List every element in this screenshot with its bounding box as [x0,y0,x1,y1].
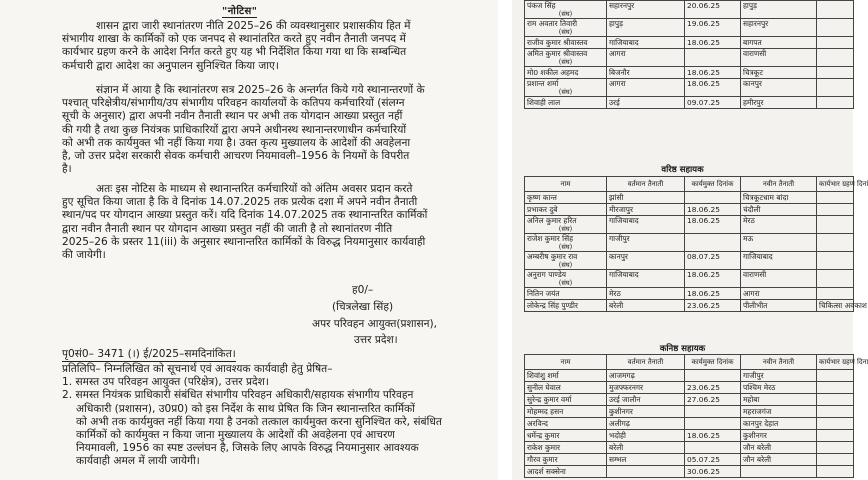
cell-relieving-date [685,234,741,252]
cell-name [525,19,607,37]
cell-joining-date [817,97,854,109]
cell-current-posting: आजमगढ़ [607,370,685,382]
table-row [525,454,854,466]
cell-relieving-date: 18.06.25 [685,430,741,442]
cell-name [525,406,607,418]
cell-joining-date [817,79,854,97]
table-header-row [525,355,854,370]
text-line: है, जो उत्तर प्रदेश सरकारी सेवक कर्मचारी आचरण नियमावली–1956 के नियमों के विपरीत [62,150,410,163]
cell-relieving-date: 18.06.25 [685,37,741,49]
table-row [525,19,854,37]
column-header: नवीन तैनाती [741,355,817,370]
notice-paragraph-3 [62,183,428,262]
cell-relieving-date: 23.06.25 [685,382,741,394]
cell-joining-date [817,19,854,37]
copy-item-line: कार्यवाही अमल में लायी जायेगी। [76,455,200,468]
cell-name [525,382,607,394]
cell-relieving-date [685,370,741,382]
table-row [525,270,854,288]
cell-relieving-date: 08.07.25 [685,252,741,270]
cell-new-posting: चित्रकूटधाम बांदा [741,192,817,204]
table-row [525,406,854,418]
column-header: कार्यमुक्त दिनांक [685,355,741,370]
cell-new-posting: मेरठ [741,216,817,234]
cell-relieving-date: 19.06.25 [685,19,741,37]
employee-name: मो0 शकील अहमद [527,67,579,77]
cell-relieving-date: 18.06.25 [685,67,741,79]
union-note: (संघ) [558,58,573,66]
cell-joining-date [817,270,854,288]
text-line: 2025–26 के प्रस्तर 11(iii) के अनुसार स्थानान्तरित कार्मिकों के विरुद्ध नियमानुसार कार्यवाही [62,235,426,248]
employee-name: सुनील घेवाल [527,382,561,392]
employee-name: नितिन जयंत [527,288,560,298]
cell-name [525,466,607,478]
copy-item-line: अधिकारी (प्रशासन), उ0प्र0) को इस निर्देश के साथ प्रेषित कि जिन स्थानान्तरित कार्मिकों [76,402,415,415]
cell-name [525,37,607,49]
cell-new-posting [741,466,817,478]
cell-new-posting: जौन बरेली [741,454,817,466]
cell-new-posting: हापुड़ [741,1,817,19]
copy-heading: प्रतिलिपि– निम्नलिखित को सूचनार्थ एवं आवश्यक कार्यवाही हेतु प्रेषित– [62,363,333,375]
table-row [525,300,854,312]
cell-new-posting: महराजगंज [741,406,817,418]
copy-item-line: को अभी तक कार्यमुक्त नहीं किया गया है उनको तत्काल कार्यमुक्त करना सुनिश्चित करे, संबंधित [76,415,442,428]
signature-sd: ह0/– [352,284,374,296]
cell-relieving-date: 23.06.25 [685,300,741,312]
notice-paragraph-1 [62,20,411,73]
employee-name: अनिल कुमार हरित [527,216,577,225]
table-row [525,442,854,454]
cell-joining-date: चिकित्सा अवकाश [817,300,854,312]
cell-relieving-date: 09.07.25 [685,97,741,109]
cell-current-posting [607,466,685,478]
cell-new-posting: महोबा [741,394,817,406]
cell-current-posting: सम्भल [607,454,685,466]
table-row [525,204,854,216]
text-line: की जायेगी। [62,249,106,262]
cell-current-posting: कानपुर [607,252,685,270]
signatory-state: उत्तर प्रदेश। [354,334,398,346]
employee-name: राम अवतार तिवारी [527,19,578,28]
cell-name [525,97,607,109]
employee-name: प्रभाकर दुबे [527,204,558,214]
cell-current-posting: सहारनपुर [607,1,685,19]
cell-current-posting: आगरा [607,79,685,97]
table-row [525,370,854,382]
employee-name: राकेश कुमार [527,442,561,452]
union-note: (संघ) [558,88,573,96]
table-row [525,97,854,109]
cell-joining-date [817,454,854,466]
copy-item: 2. समस्त नियंत्रक प्राधिकारी संबंधित संभागीय परिवहन अधिकारी/सहायक संभागीय परिवहन [62,389,414,402]
cell-joining-date [817,430,854,442]
table-row [525,252,854,270]
cell-joining-date [817,67,854,79]
column-header: कार्यभार ग्रहण दिनां [817,177,854,192]
top-table [524,0,854,109]
text-line: पश्चात् परिक्षेत्रीय/संभागीय/उप संभागीय परिवहन कार्यालयों के कतिपय कर्मचारियों (संलग्न [62,97,405,110]
cell-new-posting: वाराणसी [741,49,817,67]
union-note: (संघ) [558,28,573,36]
cell-joining-date [817,288,854,300]
cell-joining-date [817,394,854,406]
cell-relieving-date: 05.07.25 [685,454,741,466]
employee-name: प्रशान्त शर्मा [527,79,559,88]
junior-assistant-table [524,354,868,478]
cell-joining-date [817,192,854,204]
employee-name: अनुराग पाण्डेय [527,270,567,279]
cell-name [525,430,607,442]
cell-new-posting: पश्चिम मेरठ [741,382,817,394]
cell-current-posting: भदोही [607,430,685,442]
cell-relieving-date [685,406,741,418]
text-line: द्वारा नवीन तैनाती स्थान पर योगदान आख्या प्रस्तुत नहीं की जाती है तो स्थानांतरण नीति [62,222,393,235]
text-line: स्थान/पद पर योगदान आख्या प्रस्तुत करें। यदि दिनांक 14.07.2025 तक स्थानान्तरित कार्मिकों [62,209,428,222]
cell-current-posting: मेरठ [607,288,685,300]
cell-joining-date [817,252,854,270]
employee-name: राजीव कुमार श्रीवास्तव [527,37,588,47]
column-header: नाम [525,177,607,192]
notice-title: "नोटिस" [222,3,257,18]
column-header: कार्यमुक्त दिनांक [685,177,741,192]
cell-joining-date [817,216,854,234]
text-line: हुए सूचित किया जाता है कि वे दिनांक 14.07.2025 तक प्रत्येक दशा में अपने नवीन तैनाती [62,196,418,209]
cell-new-posting: चंदौली [741,204,817,216]
cell-new-posting: पीलीभीत [741,300,817,312]
cell-relieving-date [685,418,741,430]
cell-name [525,1,607,19]
senior-assistant-table [524,176,868,312]
employee-name: कृष्ण कान्त [527,192,557,202]
text-line: है। [62,163,72,176]
table-row [525,234,854,252]
table-row [525,394,854,406]
union-note: (संघ) [558,279,573,287]
cell-joining-date [817,204,854,216]
cell-joining-date [817,49,854,67]
cell-name [525,234,607,252]
cell-name [525,300,607,312]
cell-current-posting: गाजियाबाद [607,37,685,49]
cell-name [525,204,607,216]
table-header-row [525,177,854,192]
cell-name [525,192,607,204]
cell-current-posting: कुशीनगर [607,406,685,418]
cell-new-posting: आगरा [741,288,817,300]
cell-current-posting: बरेली [607,300,685,312]
union-note: (संघ) [558,261,573,269]
cell-current-posting: मुजफ्फरनगर [607,382,685,394]
cell-new-posting: गाजीपुर [741,370,817,382]
cell-new-posting: चित्रकूट [741,67,817,79]
cell-new-posting: वाराणसी [741,270,817,288]
cell-relieving-date: 18.06.25 [685,270,741,288]
cell-relieving-date: 27.06.25 [685,394,741,406]
cell-name [525,370,607,382]
cell-new-posting: गाजियाबाद [741,252,817,270]
employee-name: सुरेन्द्र कुमार वर्मा [527,394,572,404]
cell-relieving-date [685,442,741,454]
copy-to-list [62,363,442,469]
cell-new-posting: जौन बरेली [741,442,817,454]
employee-name: आदर्श सक्सेना [527,466,566,476]
union-note: (संघ) [558,10,573,18]
cell-name [525,79,607,97]
cell-name [525,288,607,300]
cell-joining-date [817,418,854,430]
cell-name [525,418,607,430]
employee-name: धर्मेन्द्र कुमार [527,430,560,440]
copy-item-line: नियमावली, 1956 का स्पष्ट उल्लंघन है, जिसके लिए आपके विरुद्ध नियमानुसार आवश्यक [76,442,419,455]
column-header: वर्तमान तैनाती [607,177,685,192]
column-header: नवीन तैनाती [741,177,817,192]
signatory-designation: अपर परिवहन आयुक्त(प्रशासन), [312,318,438,330]
column-header: नाम [525,355,607,370]
table-row [525,216,854,234]
cell-joining-date [817,234,854,252]
table-row [525,382,854,394]
cell-current-posting: हापुड़ [607,19,685,37]
cell-current-posting: अलीगढ़ [607,418,685,430]
cell-new-posting: कानपुर [741,79,817,97]
cell-joining-date [817,1,854,19]
text-line: अतः इस नोटिस के माध्यम से स्थानान्तरित कर्मचारियों को अंतिम अवसर प्रदान करते [96,183,413,195]
cell-current-posting: गाजियाबाद [607,270,685,288]
cell-current-posting: आगरा [607,49,685,67]
cell-current-posting: बिजनौर [607,67,685,79]
cell-new-posting: हमीरपुर [741,97,817,109]
column-header: वर्तमान तैनाती [607,355,685,370]
employee-name: अरविन्द [527,418,548,428]
cell-new-posting: बागपत [741,37,817,49]
union-note: (संघ) [558,243,573,251]
cell-name [525,67,607,79]
employee-name: राजेश कुमार सिंह [527,234,574,243]
page-gap [498,0,512,480]
table-row [525,192,854,204]
cell-name [525,49,607,67]
cell-relieving-date: 18.06.25 [685,216,741,234]
text-line: कर्मचारी द्वारा आदेश का अनुपालन सुनिश्चित किया जाए। [62,59,279,72]
text-line: सूची के अनुसार) द्वारा अपनी नवीन तैनाती स्थान पर अभी तक योगदान आख्या प्रस्तुत नहीं [62,110,403,123]
cell-relieving-date: 18.06.25 [685,288,741,300]
cell-current-posting: उरई जालौन [607,394,685,406]
copy-item-line: कार्मिकों को कार्यमुक्त न किया जाना मुख्यालय के आदेशों की अवहेलना एवं आचरण [76,429,395,442]
text-line: को अभी तक कार्यमुक्त भी नहीं किया गया है। उक्त कृत्य मुख्यालय के आदेशों की अवहेलना [62,136,411,149]
text-line: कार्यभार ग्रहण करने के आदेश निर्गत करते हुए यह भी निर्देशित किया गया था कि सम्बन्धित [62,46,407,59]
text-line: शासन द्वारा जारी स्थानांतरण नीति 2025–26 की व्यवस्थानुसार प्रशासकीय हित में [96,20,411,32]
signatory-name: (चित्रलेखा सिंह) [332,301,394,313]
employee-name: लोकेन्द्र सिंह पुण्डीर [527,300,578,310]
cell-joining-date [817,382,854,394]
cell-relieving-date: 20.06.25 [685,1,741,19]
table-row [525,1,854,19]
table-row [525,418,854,430]
cell-joining-date [817,370,854,382]
table-row [525,466,854,478]
cell-relieving-date [685,192,741,204]
text-line: संज्ञान में आया है कि स्थानांतरण सत्र 2025–26 के अन्तर्गत किये गये स्थानान्तरणों के [96,84,425,96]
cell-relieving-date: 30.06.25 [685,466,741,478]
cell-current-posting: बरेली [607,442,685,454]
employee-name: शिवाही लाल [527,97,561,107]
cell-current-posting: मीरजापुर [607,204,685,216]
employee-name: गौरव कुमार [527,454,558,464]
table-row [525,288,854,300]
reference-number: पृ0सं0– 3471 (।) ई/2025–समदिनांकित। [62,348,236,360]
cell-name [525,442,607,454]
cell-joining-date [817,37,854,49]
cell-current-posting: उरई [607,97,685,109]
cell-joining-date [817,406,854,418]
cell-new-posting: सहारनपुर [741,19,817,37]
section-title-senior-assistant: वरिष्ठ सहायक [661,165,704,175]
table-row [525,49,854,67]
cell-relieving-date: 18.06.25 [685,79,741,97]
employee-name: अमित कुमार श्रीवास्तव [527,49,588,58]
cell-name [525,454,607,466]
employee-name: शिवांशु शर्मा [527,370,559,380]
cell-name [525,216,607,234]
cell-new-posting: मऊ [741,234,817,252]
cell-relieving-date: 18.06.25 [685,204,741,216]
cell-current-posting: गाजीपुर [607,234,685,252]
copy-item: 1. समस्त उप परिवहन आयुक्त (परिक्षेत्र), उत्तर प्रदेश। [62,376,269,389]
employee-name: अम्बरीष कुमार राव [527,252,578,261]
cell-name [525,394,607,406]
employee-name: पंकज सिंह [527,1,556,10]
employee-name: मोहम्मद हसन [527,406,564,416]
table-row [525,37,854,49]
section-title-junior-assistant: कनिष्ठ सहायक [659,344,706,354]
text-line: की गयी है तथा कुछ नियंत्रक प्राधिकारियों द्वारा अपने अधीनस्थ स्थानान्तरणाधीन कर्मचारियों [62,123,407,136]
cell-current-posting: गाजियाबाद [607,216,685,234]
cell-relieving-date [685,49,741,67]
cell-name [525,252,607,270]
table-row [525,430,854,442]
cell-new-posting: कानपुर देहात [741,418,817,430]
cell-new-posting: कुशीनगर [741,430,817,442]
cell-joining-date [817,442,854,454]
cell-current-posting: झांसी [607,192,685,204]
union-note: (संघ) [558,225,573,233]
column-header: कार्यभार ग्रहण दिना [817,355,854,370]
table-row [525,67,854,79]
text-line: संभागीय शाखा के कार्मिकों को एक जनपद से स्थानांतरित करते हुए नवीन तैनाती जनपद में [62,33,406,46]
cell-joining-date [817,466,854,478]
notice-paragraph-2 [62,84,425,176]
cell-name [525,270,607,288]
table-row [525,79,854,97]
employee-list-page [512,0,868,480]
